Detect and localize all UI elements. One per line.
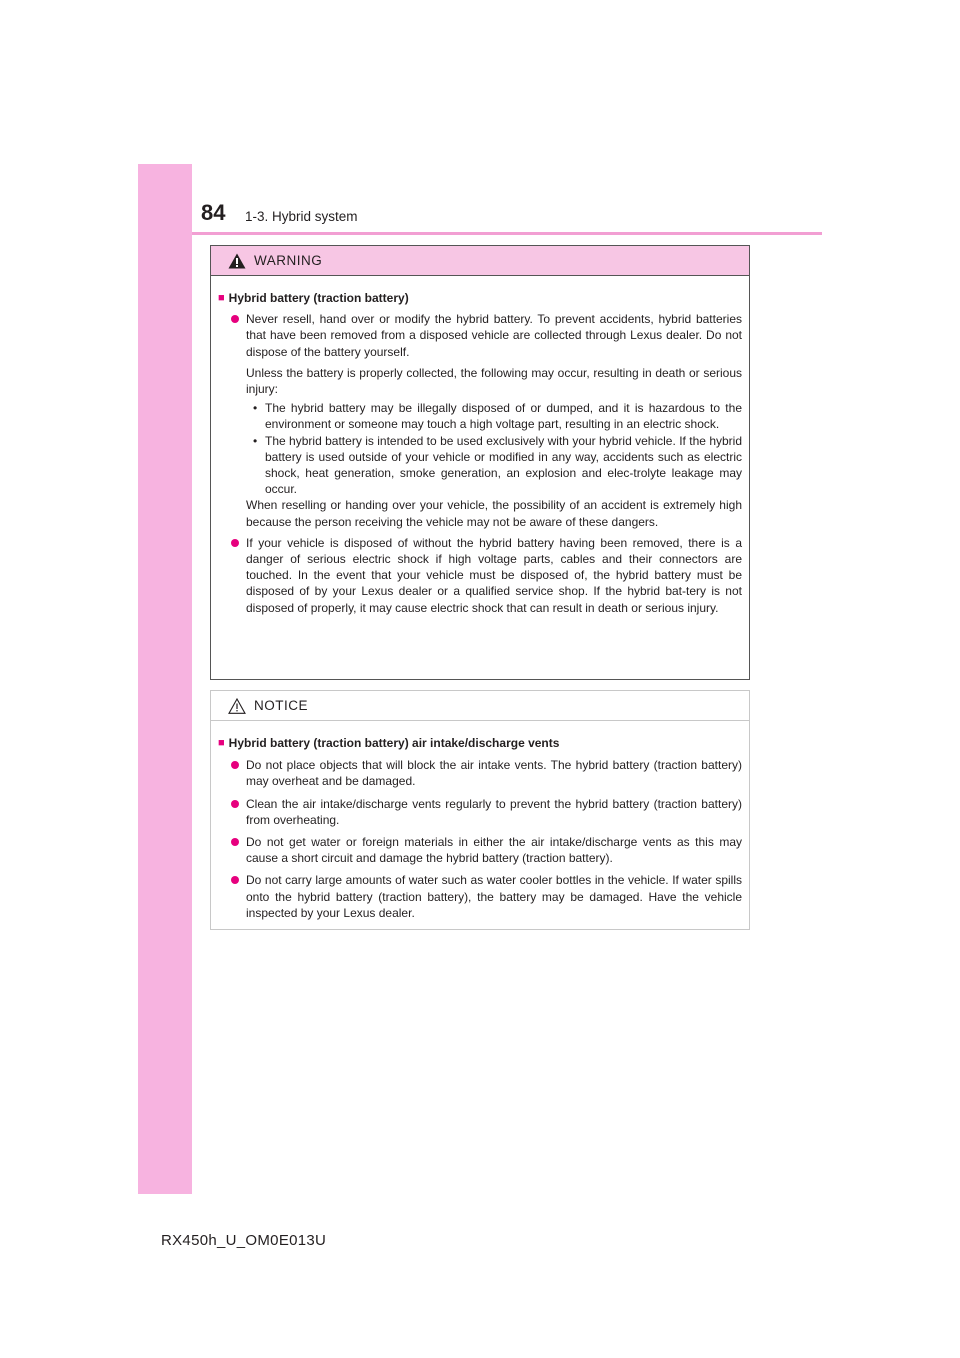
sub-list-item: • The hybrid battery is intended to be used exclusively with your hybrid vehicle. If the hybrid battery is used outside of your vehicle or modified in any way, accidents such as electric shock, heat generation, smoke generation, an explosion and elec-trolyte leakage may occur. <box>253 433 742 497</box>
warning-title: WARNING <box>254 253 323 268</box>
notice-subheading: ■ Hybrid battery (traction battery) air intake/discharge vents <box>218 736 560 750</box>
list-item: Do not get water or foreign materials in either the air intake/discharge vents as this may cause a short circuit and damage the hybrid battery (traction battery). <box>218 834 742 866</box>
warning-triangle-icon <box>228 253 246 269</box>
bullet-dot-icon <box>231 800 239 808</box>
bullet-dot-icon <box>231 876 239 884</box>
side-tab-strip <box>138 164 192 1194</box>
sub-bullet-mark: • <box>253 433 258 448</box>
notice-header <box>211 691 749 721</box>
footer-doc-code: RX450h_U_OM0E013U <box>161 1232 327 1249</box>
warning-header <box>211 246 749 276</box>
list-item: Do not carry large amounts of water such as water cooler bottles in the vehicle. If water spills onto the hybrid battery (traction battery), the battery may be damaged. Have the vehicle inspected by your Lexus dealer. <box>218 872 742 921</box>
sub-list-item: • The hybrid battery may be illegally disposed of or dumped, and it is hazardous to the environment or someone may touch a high voltage part, resulting in an electric shock. <box>253 401 742 432</box>
warning-body <box>211 276 749 616</box>
bullet-dot-icon <box>231 838 239 846</box>
caution-triangle-icon <box>228 698 246 714</box>
bullet-dot-icon <box>231 539 239 547</box>
warning-box <box>210 245 750 680</box>
section-title: 1-3. Hybrid system <box>245 209 358 224</box>
bullet-dot-icon <box>231 315 239 323</box>
bullet-dot-icon <box>231 761 239 769</box>
sub-bullet-mark: • <box>253 401 258 416</box>
list-item: Never resell, hand over or modify the hybrid battery. To prevent accidents, hybrid batteries that have been removed from a disposed vehicle are collected through Lexus dealer. Do not dispose of the battery yourself. <box>218 311 742 360</box>
notice-body <box>211 721 749 921</box>
paragraph: Unless the battery is properly collected, the following may occur, resulting in death or serious injury: <box>246 365 742 397</box>
list-item: Clean the air intake/discharge vents regularly to prevent the hybrid battery (traction battery) from overheating. <box>218 796 742 828</box>
list-item: Do not place objects that will block the air intake vents. The hybrid battery (traction battery) may overheat and be damaged. <box>218 757 742 789</box>
notice-box <box>210 690 750 930</box>
notice-title: NOTICE <box>254 698 309 713</box>
header-rule <box>192 232 822 235</box>
list-item: If your vehicle is disposed of without the hybrid battery having been removed, there is a danger of serious electric shock if high voltage parts, cables and their connectors are touched. In the event that your vehicle must be disposed of, the hybrid battery must be disposed of by your Lexus dealer or a qualified service shop. If the hybrid bat-tery is not disposed of properly, it may cause electric shock that can result in death or serious injury. <box>218 535 742 616</box>
square-bullet-icon: ■ <box>218 737 225 749</box>
page-number: 84 <box>201 200 226 225</box>
paragraph: When reselling or handing over your vehicle, the possibility of an accident is extremely high because the person receiving the vehicle may not be aware of these dangers. <box>246 498 742 529</box>
warning-subheading: ■ Hybrid battery (traction battery) <box>218 291 409 305</box>
square-bullet-icon: ■ <box>218 292 225 304</box>
